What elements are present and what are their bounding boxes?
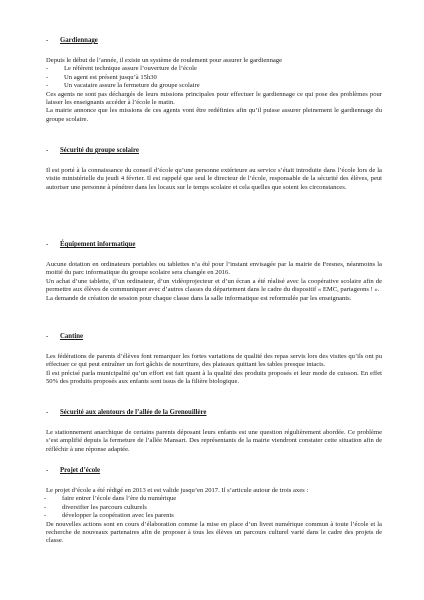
- heading-title: Sécurité du groupe scolaire: [60, 147, 139, 154]
- section-heading: [46, 36, 424, 45]
- list-item: - Le référent technique assure l’ouverture de l’école: [36, 65, 424, 73]
- heading-title: Gardiennage: [60, 37, 98, 44]
- paragraph: De nouvelles actions sont en cours d’élaboration comme la mise en place d’un livret numérique commun à toute l’école et la recherche de nouveaux partenaires afin de proposer à tous les élèves un parcours culturel varié dans le cadre des projets de classe.: [46, 520, 382, 545]
- heading-title: Sécurité aux alentours de l’allée de la Grenouillère: [60, 409, 207, 416]
- paragraph: Depuis le début de l’année, il existe un système de roulement pour assurer le gardiennage: [46, 57, 283, 64]
- paragraph: Le stationnement anarchique de certains parents déposant leurs enfants est une question régulièrement abordée. Ce problème s’est amplifié depuis la fermeture de l’allée Mansart. Des représentants de la mairie viendront constater cette situation afin de réfléchir à une réponse adaptée.: [46, 429, 382, 453]
- paragraph: Le projet d’école a été rédigé en 2013 et est valide jusqu’en 2017. Il s’articule autour de trois axes :: [46, 487, 309, 494]
- section-equipement: [0, 240, 424, 303]
- bullet-list: [0, 495, 424, 520]
- heading-bullet: -: [46, 467, 49, 474]
- bullet-list: [0, 65, 424, 90]
- paragraph: Il est porté à la connaissance du conseil d’école qu’une personne extérieure au service s’était introduite dans l’école lors de la visite ministérielle du jeudi 4 février. Il est rappelé que seul le directeur de l’école, responsable de la sécurité des élèves, peut autoriser une personne à pénétrer dans les locaux sur le temps scolaire et cela quelles que soient les circonstances.: [46, 167, 382, 191]
- paragraph: Il est précisé parla municipalité qu’un effort est fait quant à la qualité des produits proposés et leur mode de cuisson. En effet 50% des produits proposés aux enfants sont issus de la filière biologique.: [46, 369, 382, 386]
- heading-title: Équipement informatique: [60, 241, 136, 248]
- list-item: - diversifier les parcours culturels: [44, 504, 424, 512]
- heading-bullet: -: [46, 37, 49, 44]
- section-projet: [0, 466, 424, 546]
- list-item: - développer la coopération avec les parents: [44, 512, 424, 520]
- section-heading: [46, 240, 424, 249]
- paragraph: Les fédérations de parents d’élèves font remarquer les fortes variations de qualité des repas servis lors des visites qu’ils ont pu effectuer ce qui peut entraîner un fort gâchis de nourriture, des plateaux quittant les tables presque intacts.: [46, 353, 382, 369]
- heading-bullet: -: [46, 333, 49, 340]
- list-item: - Un vacataire assure la fermeture du groupe scolaire: [36, 82, 424, 90]
- paragraph: Ces agents ne sont pas déchargés de leurs missions principales pour effectuer le gardiennage ce qui pose des problèmes pour laisser les enseignants accéder à l’école le matin.: [46, 90, 382, 107]
- heading-title: Projet d’école: [60, 467, 101, 474]
- section-heading: [46, 408, 424, 417]
- section-securite-allee: [0, 408, 424, 454]
- section-gardiennage: [0, 36, 424, 124]
- heading-title: Cantine: [60, 333, 84, 340]
- heading-bullet: -: [46, 147, 49, 154]
- heading-bullet: -: [46, 241, 49, 248]
- section-securite: [0, 146, 424, 192]
- heading-bullet: -: [46, 409, 49, 416]
- section-heading: [46, 332, 424, 341]
- paragraph: Un achat d’une tablette, d’un ordinateur, d’un vidéoprojecteur et d’un écran a été réalisé avec la coopérative scolaire afin de permettre aux élèves de communiquer avec d’autres classes du département dans le cadre du dispositif « EMC, partageons ! ».: [46, 277, 382, 294]
- paragraph: Aucune dotation en ordinateurs portables ou tablettes n’a été pour l’instant envisagée par la mairie de Fresnes, néanmoins la moitié du parc informatique du groupe scolaire sera changée en 2016.: [46, 261, 382, 277]
- paragraph: La demande de création de session pour chaque classe dans la salle informatique est reformulée par les enseignants.: [46, 294, 352, 302]
- section-heading: [46, 466, 424, 475]
- list-item: - faire entrer l’école dans l’ère du numérique: [44, 495, 424, 503]
- section-heading: [46, 146, 424, 155]
- section-cantine: [0, 332, 424, 387]
- list-item: - Un agent est présent jusqu’à 15h30: [36, 74, 424, 82]
- paragraph: La mairie annonce que les missions de ces agents vont être redéfinies afin qu’il puisse assurer pleinement le gardiennage du groupe scolaire.: [46, 107, 382, 123]
